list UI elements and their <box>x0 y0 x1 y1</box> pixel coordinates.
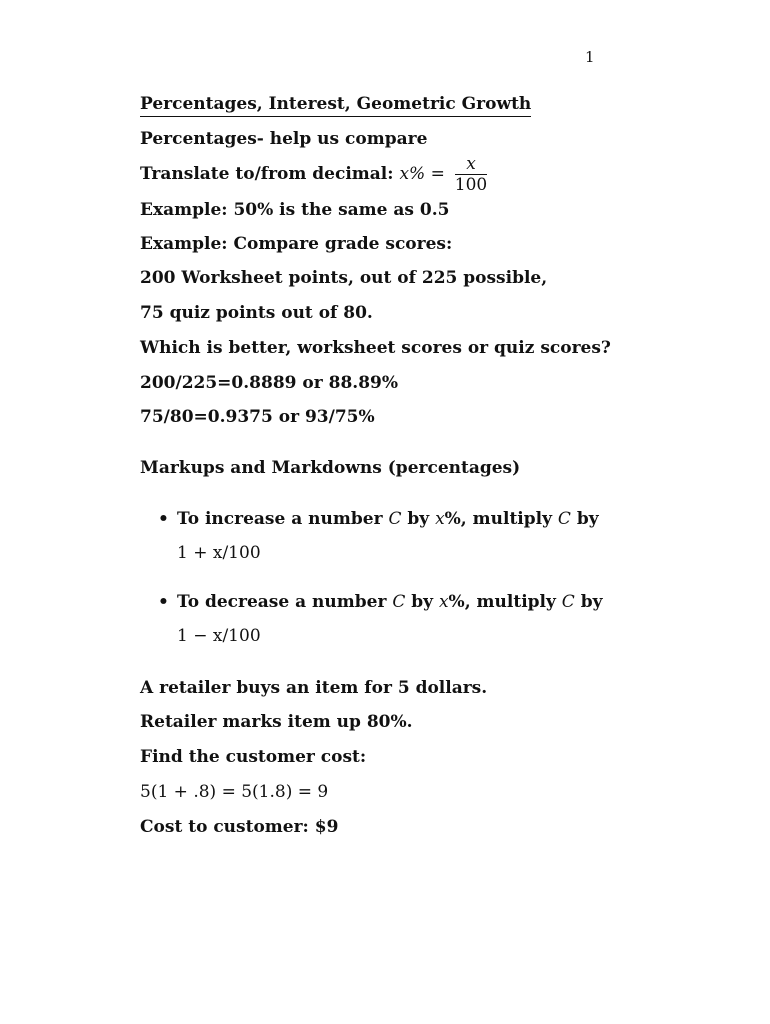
fraction-x-over-100 <box>455 155 487 194</box>
translate-prefix: Translate to/from decimal: <box>140 164 394 184</box>
bullet-dot-icon: • <box>158 592 169 612</box>
quiz-line: 75 quiz points out of 80. <box>140 303 373 323</box>
example2-line: Example: Compare grade scores: <box>140 234 453 254</box>
retail-cost: Cost to customer: $9 <box>140 817 339 837</box>
document-title: Percentages, Interest, Geometric Growth <box>140 94 531 117</box>
question-line: Which is better, worksheet scores or quiz scores? <box>140 338 611 358</box>
bullet-increase-formula: 1 + x/100 <box>177 543 261 563</box>
bullet-dot-icon: • <box>158 509 169 529</box>
translate-lhs: x% = <box>399 164 445 184</box>
bullet-increase-text: To increase a number C by x%, multiply C by <box>177 509 599 529</box>
retail-line2: Retailer marks item up 80%. <box>140 712 413 732</box>
compare-line: Percentages- help us compare <box>140 129 428 149</box>
page-number: 1 <box>585 48 595 66</box>
calc1-line: 200/225=0.8889 or 88.89% <box>140 373 399 393</box>
markups-heading: Markups and Markdowns (percentages) <box>140 458 521 478</box>
translate-line <box>140 155 487 194</box>
fraction-numerator: x <box>455 155 487 175</box>
fraction-denominator: 100 <box>454 175 488 195</box>
bullet-decrease-text: To decrease a number C by x%, multiply C by <box>177 592 603 612</box>
retail-equation: 5(1 + .8) = 5(1.8) = 9 <box>140 782 329 802</box>
retail-line1: A retailer buys an item for 5 dollars. <box>140 678 488 698</box>
document-title-wrapper <box>140 94 531 114</box>
worksheet-line: 200 Worksheet points, out of 225 possible, <box>140 268 548 288</box>
example1-line: Example: 50% is the same as 0.5 <box>140 200 450 220</box>
calc2-line: 75/80=0.9375 or 93/75% <box>140 407 375 427</box>
retail-line3: Find the customer cost: <box>140 747 367 767</box>
bullet-decrease-formula: 1 − x/100 <box>177 626 261 646</box>
